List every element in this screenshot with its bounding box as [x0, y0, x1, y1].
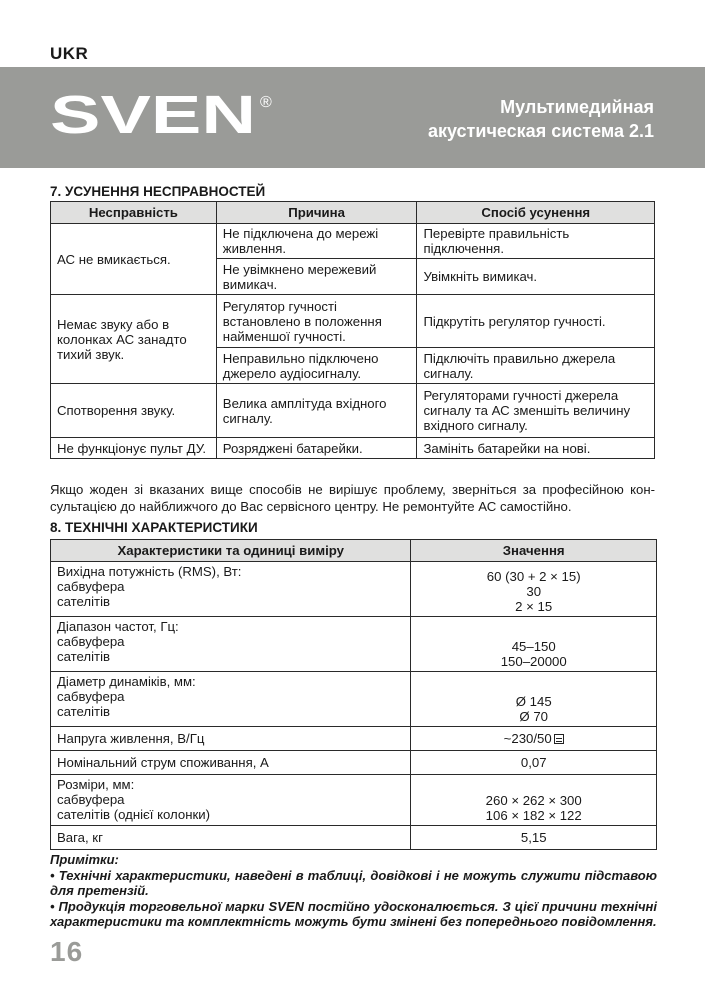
product-title: [428, 95, 654, 143]
header-fault: Несправність: [51, 202, 217, 224]
registered-mark: ®: [260, 94, 272, 111]
cause-cell: Неправильно підключено джерело аудіосигналу.: [216, 348, 417, 384]
spec-value: Ø 145: [515, 694, 552, 709]
spec-value: ~230/50: [503, 731, 552, 746]
product-title-line2: акустическая система 2.1: [427, 121, 654, 141]
spec-label: Діаметр динаміків, мм:: [57, 674, 196, 689]
spec-value: 260 × 262 × 300: [485, 793, 582, 808]
spec-label: Діапазон частот, Гц:: [57, 619, 179, 634]
spec-value: 150–20000: [500, 654, 567, 669]
fault-cell: Не функціонує пульт ДУ.: [51, 438, 217, 459]
notes-block: [50, 852, 657, 930]
table-row: [51, 384, 655, 438]
header-fix: Спосіб усунення: [417, 202, 655, 224]
fix-cell: Замініть батарейки на нові.: [417, 438, 655, 459]
cause-cell: Не увімкнено мережевий вимикач.: [216, 259, 417, 295]
table-row: [51, 438, 655, 459]
spec-value-cell: [411, 727, 657, 751]
table-row: [51, 727, 657, 751]
table-row: [51, 672, 657, 727]
specs-table: [50, 539, 657, 850]
cause-cell: Не підключена до мережі живлення.: [216, 224, 417, 259]
header-cause: Причина: [216, 202, 417, 224]
spec-label: Номінальний струм споживання, А: [51, 751, 411, 775]
spec-value-cell: [411, 562, 657, 617]
fix-cell: Регуляторами гучності джерела сигналу та АС зменшіть величину вхідного сигналу.: [417, 384, 655, 438]
note-item: • Продукція торговельної марки SVEN постійно удосконалюється. З цієї причини технічні характеристики та комплектність можуть бути змінені без попереднього повідомлення.: [50, 898, 657, 929]
cause-cell: Розряджені батарейки.: [216, 438, 417, 459]
page-number: 16: [50, 936, 84, 967]
spec-label-cell: [51, 562, 411, 617]
sven-logo: [50, 91, 276, 146]
spec-label: Розміри, мм:: [57, 777, 135, 792]
troubleshooting-table: [50, 201, 655, 459]
spec-value-cell: [411, 775, 657, 826]
header-characteristic: Характеристики та одиниці виміру: [51, 540, 411, 562]
spec-value: Ø 70: [519, 709, 548, 724]
spec-label-cell: [51, 672, 411, 727]
spec-value: 0,07: [411, 751, 657, 775]
spec-value: 106 × 182 × 122: [485, 808, 582, 823]
section-troubleshooting-title: 7. УСУНЕННЯ НЕСПРАВНОСТЕЙ: [50, 184, 266, 199]
spec-value: 5,15: [411, 826, 657, 850]
product-title-line1: Мультимедийная: [500, 97, 654, 117]
spec-sublabel: сателітів (однієї колонки): [57, 807, 211, 822]
header-banner: [0, 67, 705, 168]
table-row: [51, 826, 657, 850]
spec-label: Вага, кг: [51, 826, 411, 850]
fix-cell: Підкрутіть регулятор гучності.: [417, 295, 655, 348]
spec-sublabel: сателітів: [57, 594, 111, 609]
fix-cell: Підключіть правильно джерела сигналу.: [417, 348, 655, 384]
cause-cell: Регулятор гучності встановлено в положення найменшої гучності.: [216, 295, 417, 348]
spec-value-cell: [411, 617, 657, 672]
note-item: • Технічні характеристики, наведені в таблиці, довідкові і не можуть служити підставою для претензій.: [50, 867, 657, 898]
notes-title: Примітки:: [50, 852, 119, 867]
table-row: [51, 295, 655, 348]
ac-power-icon: [554, 734, 564, 744]
spec-sublabel: сабвуфера: [57, 634, 125, 649]
section-specs-title: 8. ТЕХНІЧНІ ХАРАКТЕРИСТИКИ: [50, 520, 258, 535]
header-value: Значення: [411, 540, 657, 562]
spec-sublabel: сателітів: [57, 704, 111, 719]
fault-cell: АС не вмикається.: [51, 224, 217, 295]
fix-cell: Перевірте правильність підключення.: [417, 224, 655, 259]
table-row: [51, 751, 657, 775]
spec-sublabel: сателітів: [57, 649, 111, 664]
spec-value: 60 (30 + 2 × 15): [486, 569, 581, 584]
spec-sublabel: сабвуфера: [57, 579, 125, 594]
spec-label-cell: [51, 775, 411, 826]
spec-value: 2 × 15: [515, 599, 553, 614]
spec-sublabel: сабвуфера: [57, 792, 125, 807]
language-code: UKR: [50, 44, 89, 63]
table-row: [51, 562, 657, 617]
fix-cell: Увімкніть вимикач.: [417, 259, 655, 295]
spec-value: 30: [526, 584, 542, 599]
logo-text: SVEN: [50, 91, 256, 141]
table-header-row: [51, 202, 655, 224]
spec-value: 45–150: [511, 639, 556, 654]
service-note: Якщо жоден зі вказаних вище способів не вирішує проблему, зверніться за професійною кон-сультацією до найближчого до Вас сервісного центру. Не ремонтуйте АС самостійно.: [50, 482, 655, 514]
table-row: [51, 617, 657, 672]
spec-label-cell: [51, 617, 411, 672]
spec-value-cell: [411, 672, 657, 727]
fault-cell: Немає звуку або в колонках АС занадто тихий звук.: [51, 295, 217, 384]
spec-label: Вихідна потужність (RMS), Вт:: [57, 564, 242, 579]
spec-label: Напруга живлення, В/Гц: [51, 727, 411, 751]
table-header-row: [51, 540, 657, 562]
spec-sublabel: сабвуфера: [57, 689, 125, 704]
fault-cell: Спотворення звуку.: [51, 384, 217, 438]
table-row: [51, 775, 657, 826]
sven-logo-graphic: [50, 91, 276, 141]
table-row: [51, 224, 655, 259]
cause-cell: Велика амплітуда вхідного сигналу.: [216, 384, 417, 438]
